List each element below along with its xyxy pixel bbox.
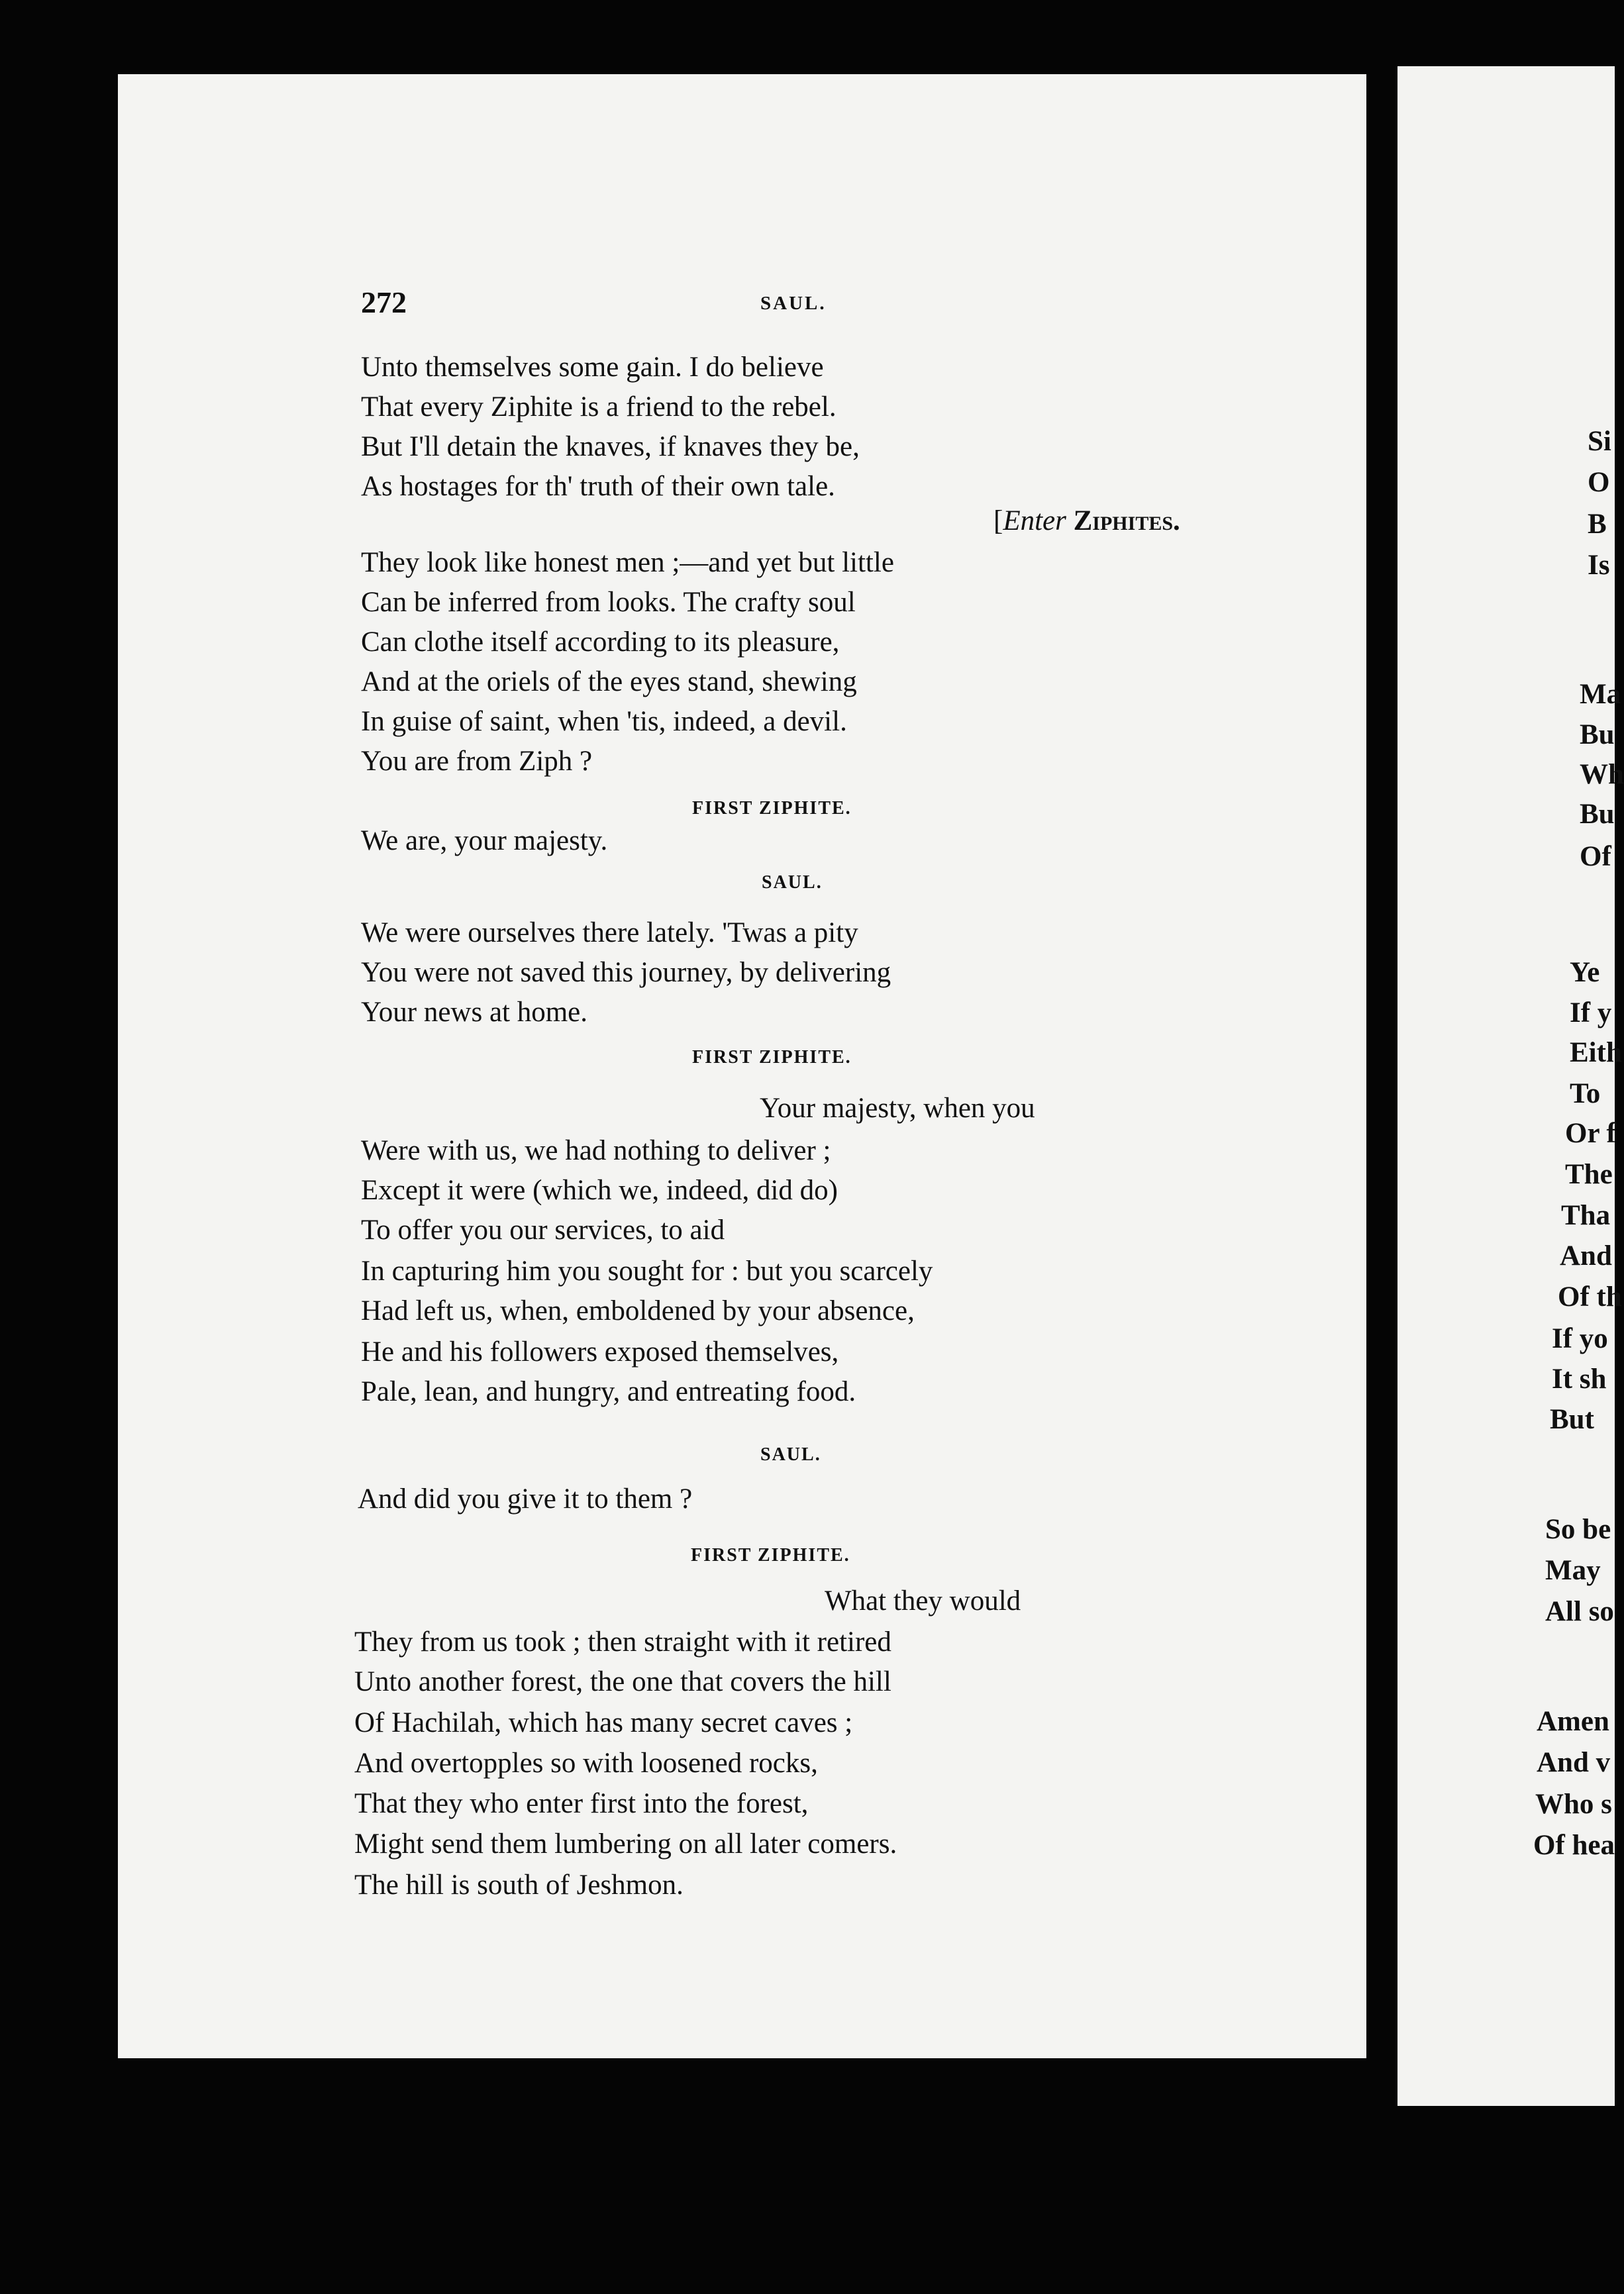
verse-line: And overtopples so with loosened rocks, xyxy=(354,1748,818,1779)
verse-line: They look like honest men ;—and yet but little xyxy=(361,547,894,578)
right-fragment: O xyxy=(1588,467,1610,498)
stage-enter: Enter xyxy=(1003,505,1066,536)
verse-line: And at the oriels of the eyes stand, shewing xyxy=(361,666,857,697)
right-fragment: B xyxy=(1588,509,1607,540)
verse-line: In guise of saint, when 'tis, indeed, a devil. xyxy=(361,706,847,737)
verse-line: Unto another forest, the one that covers the hill xyxy=(354,1666,891,1697)
stage-direction xyxy=(993,507,1180,535)
verse-line: Can be inferred from looks. The crafty soul xyxy=(361,587,856,618)
running-title: SAUL. xyxy=(760,293,827,314)
verse-line: Might send them lumbering on all later comers. xyxy=(354,1828,897,1860)
verse-line: That every Ziphite is a friend to the rebel. xyxy=(361,391,837,423)
right-fragment: The xyxy=(1565,1159,1613,1190)
right-fragment: Eith xyxy=(1570,1037,1622,1068)
right-fragment: May xyxy=(1545,1555,1601,1586)
verse-line: Unto themselves some gain. I do believe xyxy=(361,352,824,383)
verse-line: You are from Ziph ? xyxy=(361,746,593,777)
right-fragment: Or f xyxy=(1565,1118,1616,1149)
right-fragment: Si xyxy=(1588,426,1611,457)
verse-line: In capturing him you sought for : but you scarcely xyxy=(361,1256,933,1287)
stage-bracket: [ xyxy=(993,505,1003,536)
right-fragment: It sh xyxy=(1552,1364,1607,1395)
verse-line: Pale, lean, and hungry, and entreating food. xyxy=(361,1376,856,1407)
speaker-heading: FIRST ZIPHITE. xyxy=(692,1047,852,1068)
right-fragment: But xyxy=(1550,1404,1594,1435)
speaker-heading: SAUL. xyxy=(762,872,823,893)
verse-line: As hostages for th' truth of their own tale. xyxy=(361,471,835,502)
page-number: 272 xyxy=(361,285,407,319)
verse-line: Of Hachilah, which has many secret caves ; xyxy=(354,1707,853,1738)
right-fragment: Bu xyxy=(1580,719,1615,750)
verse-line: The hill is south of Jeshmon. xyxy=(354,1870,684,1901)
verse-line: Your news at home. xyxy=(361,997,588,1028)
right-fragment: If y xyxy=(1570,997,1612,1028)
verse-line: Except it were (which we, indeed, did do) xyxy=(361,1175,838,1206)
right-fragment: Ye xyxy=(1570,957,1600,988)
verse-line: Your majesty, when you xyxy=(760,1093,1035,1124)
right-fragment: Of xyxy=(1580,841,1611,872)
right-fragment: To xyxy=(1570,1078,1601,1109)
verse-line: We were ourselves there lately. 'Twas a pity xyxy=(361,917,858,948)
verse-line: And did you give it to them ? xyxy=(358,1483,693,1515)
verse-line: He and his followers exposed themselves, xyxy=(361,1336,839,1368)
verse-line: To offer you our services, to aid xyxy=(361,1215,725,1246)
right-fragment: All so xyxy=(1545,1596,1614,1627)
right-fragment: If yo xyxy=(1552,1323,1608,1354)
verse-line: You were not saved this journey, by delivering xyxy=(361,957,891,988)
right-fragment: Wh xyxy=(1580,759,1624,790)
speaker-heading: SAUL. xyxy=(760,1444,821,1465)
verse-line: Were with us, we had nothing to deliver ; xyxy=(361,1135,831,1166)
verse-line: Had left us, when, emboldened by your absence, xyxy=(361,1295,915,1326)
verse-line: We are, your majesty. xyxy=(361,825,608,856)
right-fragment: Tha xyxy=(1561,1200,1611,1231)
right-fragment: And xyxy=(1560,1240,1612,1272)
verse-line: But I'll detain the knaves, if knaves they be, xyxy=(361,431,860,462)
right-fragment: Bu xyxy=(1580,799,1615,830)
speaker-heading: FIRST ZIPHITE. xyxy=(692,798,852,819)
right-fragment: Who s xyxy=(1535,1789,1612,1820)
right-fragment: Ma xyxy=(1580,679,1621,710)
right-fragment: Amen xyxy=(1537,1706,1609,1737)
right-fragment: Of hea xyxy=(1533,1830,1615,1861)
right-fragment: So be xyxy=(1545,1514,1611,1545)
right-fragment: Of th xyxy=(1558,1281,1622,1313)
verse-line: They from us took ; then straight with it retired xyxy=(354,1626,891,1658)
verse-line: That they who enter first into the forest, xyxy=(354,1788,809,1819)
verse-line: Can clothe itself according to its pleasure, xyxy=(361,626,840,658)
right-fragment: And v xyxy=(1537,1747,1611,1778)
stage-who: Ziphites. xyxy=(1073,505,1180,536)
speaker-heading: FIRST ZIPHITE. xyxy=(691,1545,850,1566)
right-fragment: Is xyxy=(1588,550,1610,581)
verse-line: What they would xyxy=(825,1585,1021,1617)
